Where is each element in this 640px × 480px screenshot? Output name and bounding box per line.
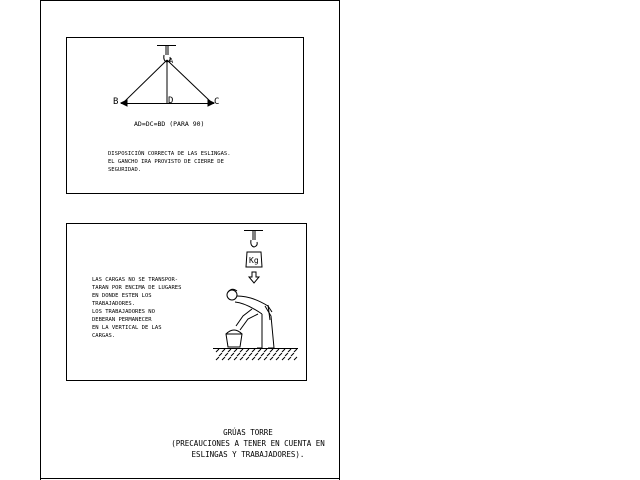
sheet-title — [171, 428, 325, 459]
title-line-3: ESLINGAS Y TRABAJADORES). — [191, 450, 305, 459]
sheet-frame — [40, 0, 340, 480]
down-arrow-icon — [249, 272, 259, 283]
load-note-line-4: TRABAJADORES. — [92, 301, 136, 307]
load-note-line-3: EN DONDE ESTEN LOS — [92, 293, 152, 299]
load-note-line-1: LAS CARGAS NO SE TRANSPOR- — [92, 277, 179, 283]
point-c-label: C — [214, 97, 220, 107]
sling-note-line-2: EL GANCHO IRA PROVISTO DE CIERRE DE — [108, 159, 224, 165]
title-line-2: (PRECAUCIONES A TENER EN CUENTA EN — [171, 439, 325, 448]
sling-diagram-panel — [67, 38, 304, 194]
load-note-line-5: LOS TRABAJADORES NO — [92, 309, 155, 315]
worker-figure — [227, 289, 274, 348]
suspended-load-panel — [67, 224, 307, 381]
point-a-label: A — [169, 57, 174, 65]
title-line-1: GRÚAS TORRE — [223, 428, 273, 437]
weight-icon — [246, 252, 262, 267]
ground-hatch — [213, 349, 298, 361]
bucket-icon — [226, 330, 242, 347]
load-note-line-2: TARAN POR ENCIMA DE LUGARES — [92, 285, 182, 291]
load-note-line-7: EN LA VERTICAL DE LAS — [92, 325, 162, 331]
load-note-line-8: CARGAS. — [92, 333, 116, 339]
point-b-label: B — [113, 97, 119, 107]
load-note-line-6: DEBERAN PERMANECER — [92, 317, 152, 323]
geometry-caption: AD=DC=BD (PARA 90) — [134, 120, 205, 128]
sling-note-line-3: SEGURIDAD. — [108, 167, 142, 173]
crane-hook-icon — [244, 230, 263, 247]
weight-label: Kg — [249, 256, 259, 265]
point-d-label: D — [168, 96, 174, 106]
sling-note-line-1: DISPOSICIÓN CORRECTA DE LAS ESLINGAS. — [108, 151, 231, 157]
